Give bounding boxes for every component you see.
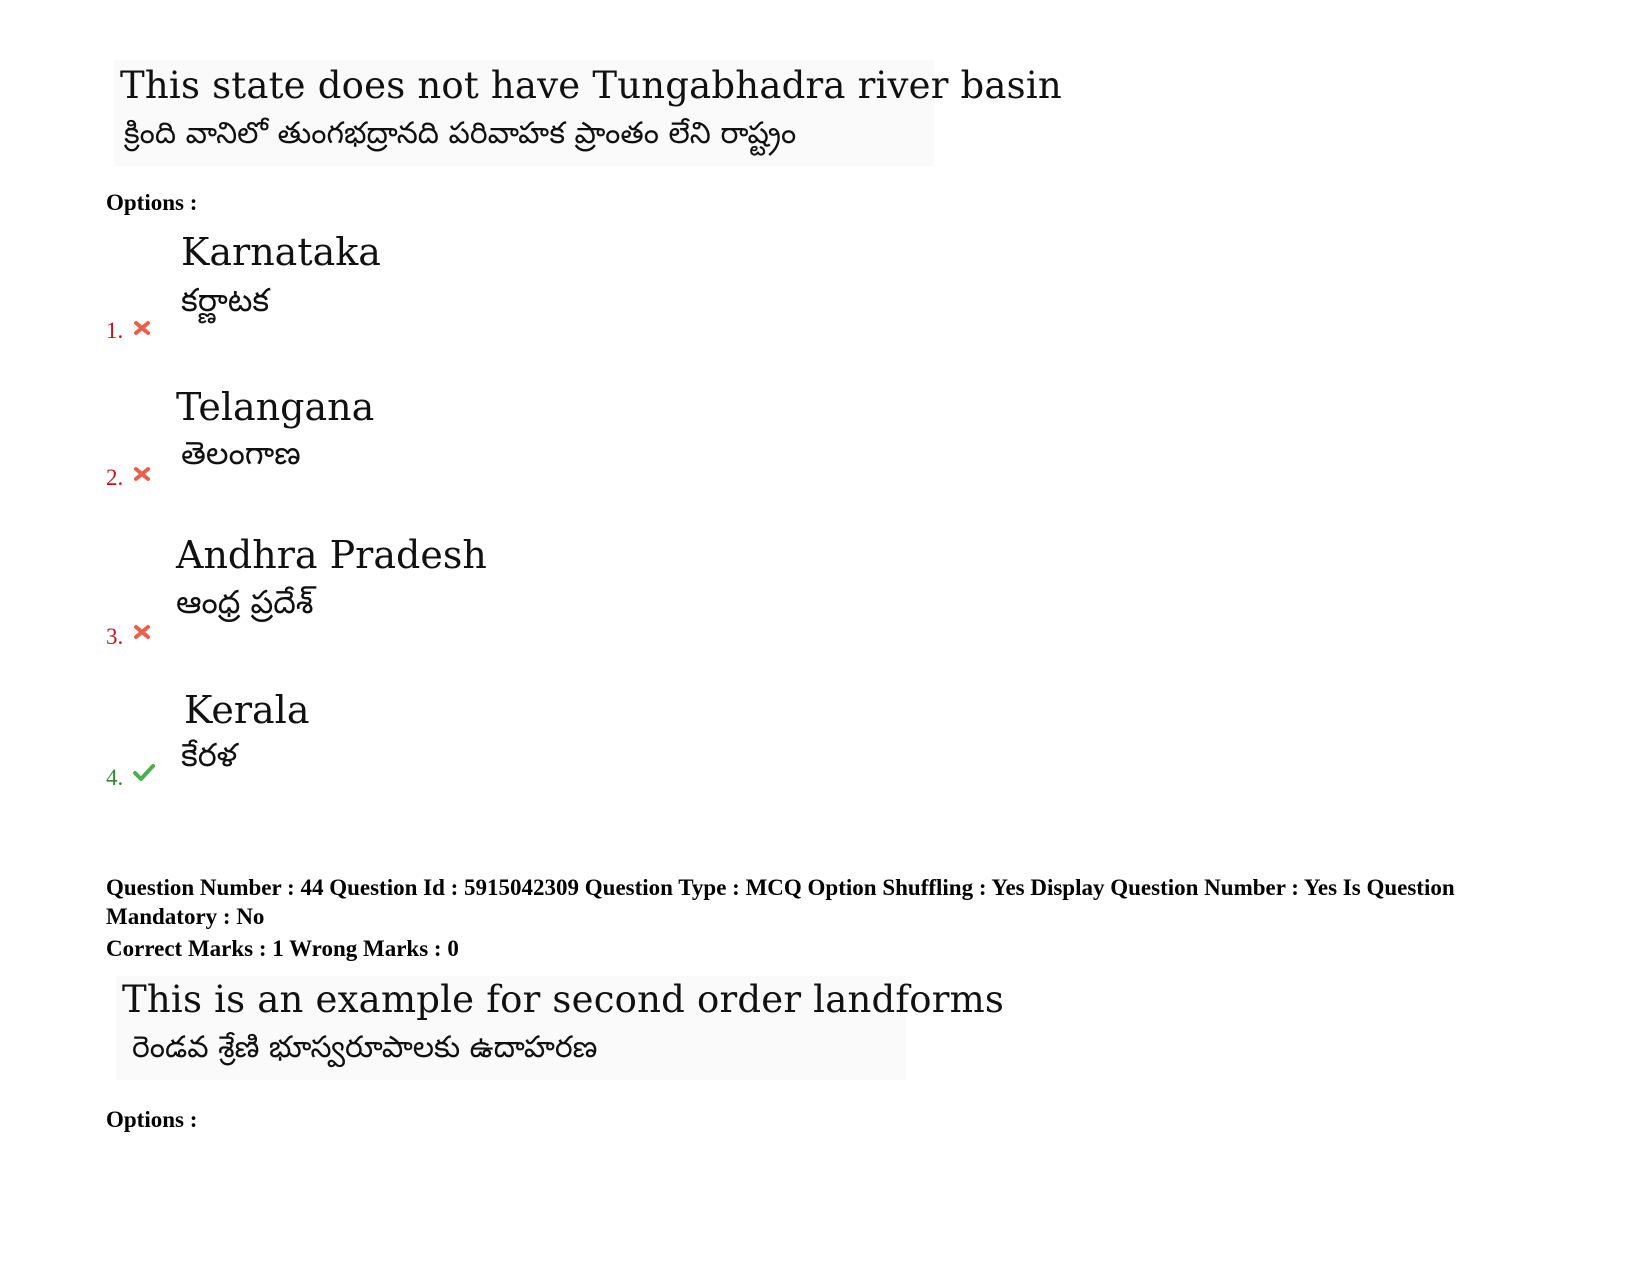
option-text-english: Telangana — [176, 385, 375, 429]
cross-icon — [132, 622, 152, 642]
question-text-english: This state does not have Tungabhadra river basin — [120, 64, 1062, 107]
option-text-english: Kerala — [184, 688, 310, 732]
option-text-telugu: కర్ణాటక — [181, 281, 270, 319]
option-text-telugu: తెలంగాణ — [181, 434, 301, 472]
cross-icon — [132, 464, 152, 484]
question-text-english: This is an example for second order landforms — [122, 978, 1005, 1021]
option-number: 2. — [106, 465, 124, 490]
options-label: Options : — [106, 190, 198, 215]
option-text-telugu: ఆంధ్ర ప్రదేశ్ — [176, 583, 314, 621]
question-text-telugu: క్రింది వానిలో తుంగభద్రానది పరివాహక ప్రాంతం లేని రాష్ట్రం — [124, 116, 797, 151]
question-text-telugu: రెండవ శ్రేణి భూస్వరూపాలకు ఉదాహరణ — [132, 1030, 598, 1065]
option-text-english: Karnataka — [181, 230, 381, 274]
option-number: 4. — [106, 765, 124, 790]
options-label: Options : — [106, 1107, 198, 1132]
marks-info: Correct Marks : 1 Wrong Marks : 0 — [106, 936, 459, 961]
option-number: 1. — [106, 318, 124, 343]
option-text-english: Andhra Pradesh — [176, 533, 487, 577]
check-icon — [132, 762, 156, 782]
question-image — [114, 60, 1062, 166]
cross-icon — [132, 318, 152, 338]
option-text-telugu: కేరళ — [181, 736, 238, 774]
option-number: 3. — [106, 624, 124, 649]
question-metadata: Question Number : 44 Question Id : 5915042309 Question Type : MCQ Option Shuffling : Yes Display Question Number : Yes Is Question Mandatory : No — [106, 875, 1455, 929]
question-image — [116, 976, 1005, 1080]
